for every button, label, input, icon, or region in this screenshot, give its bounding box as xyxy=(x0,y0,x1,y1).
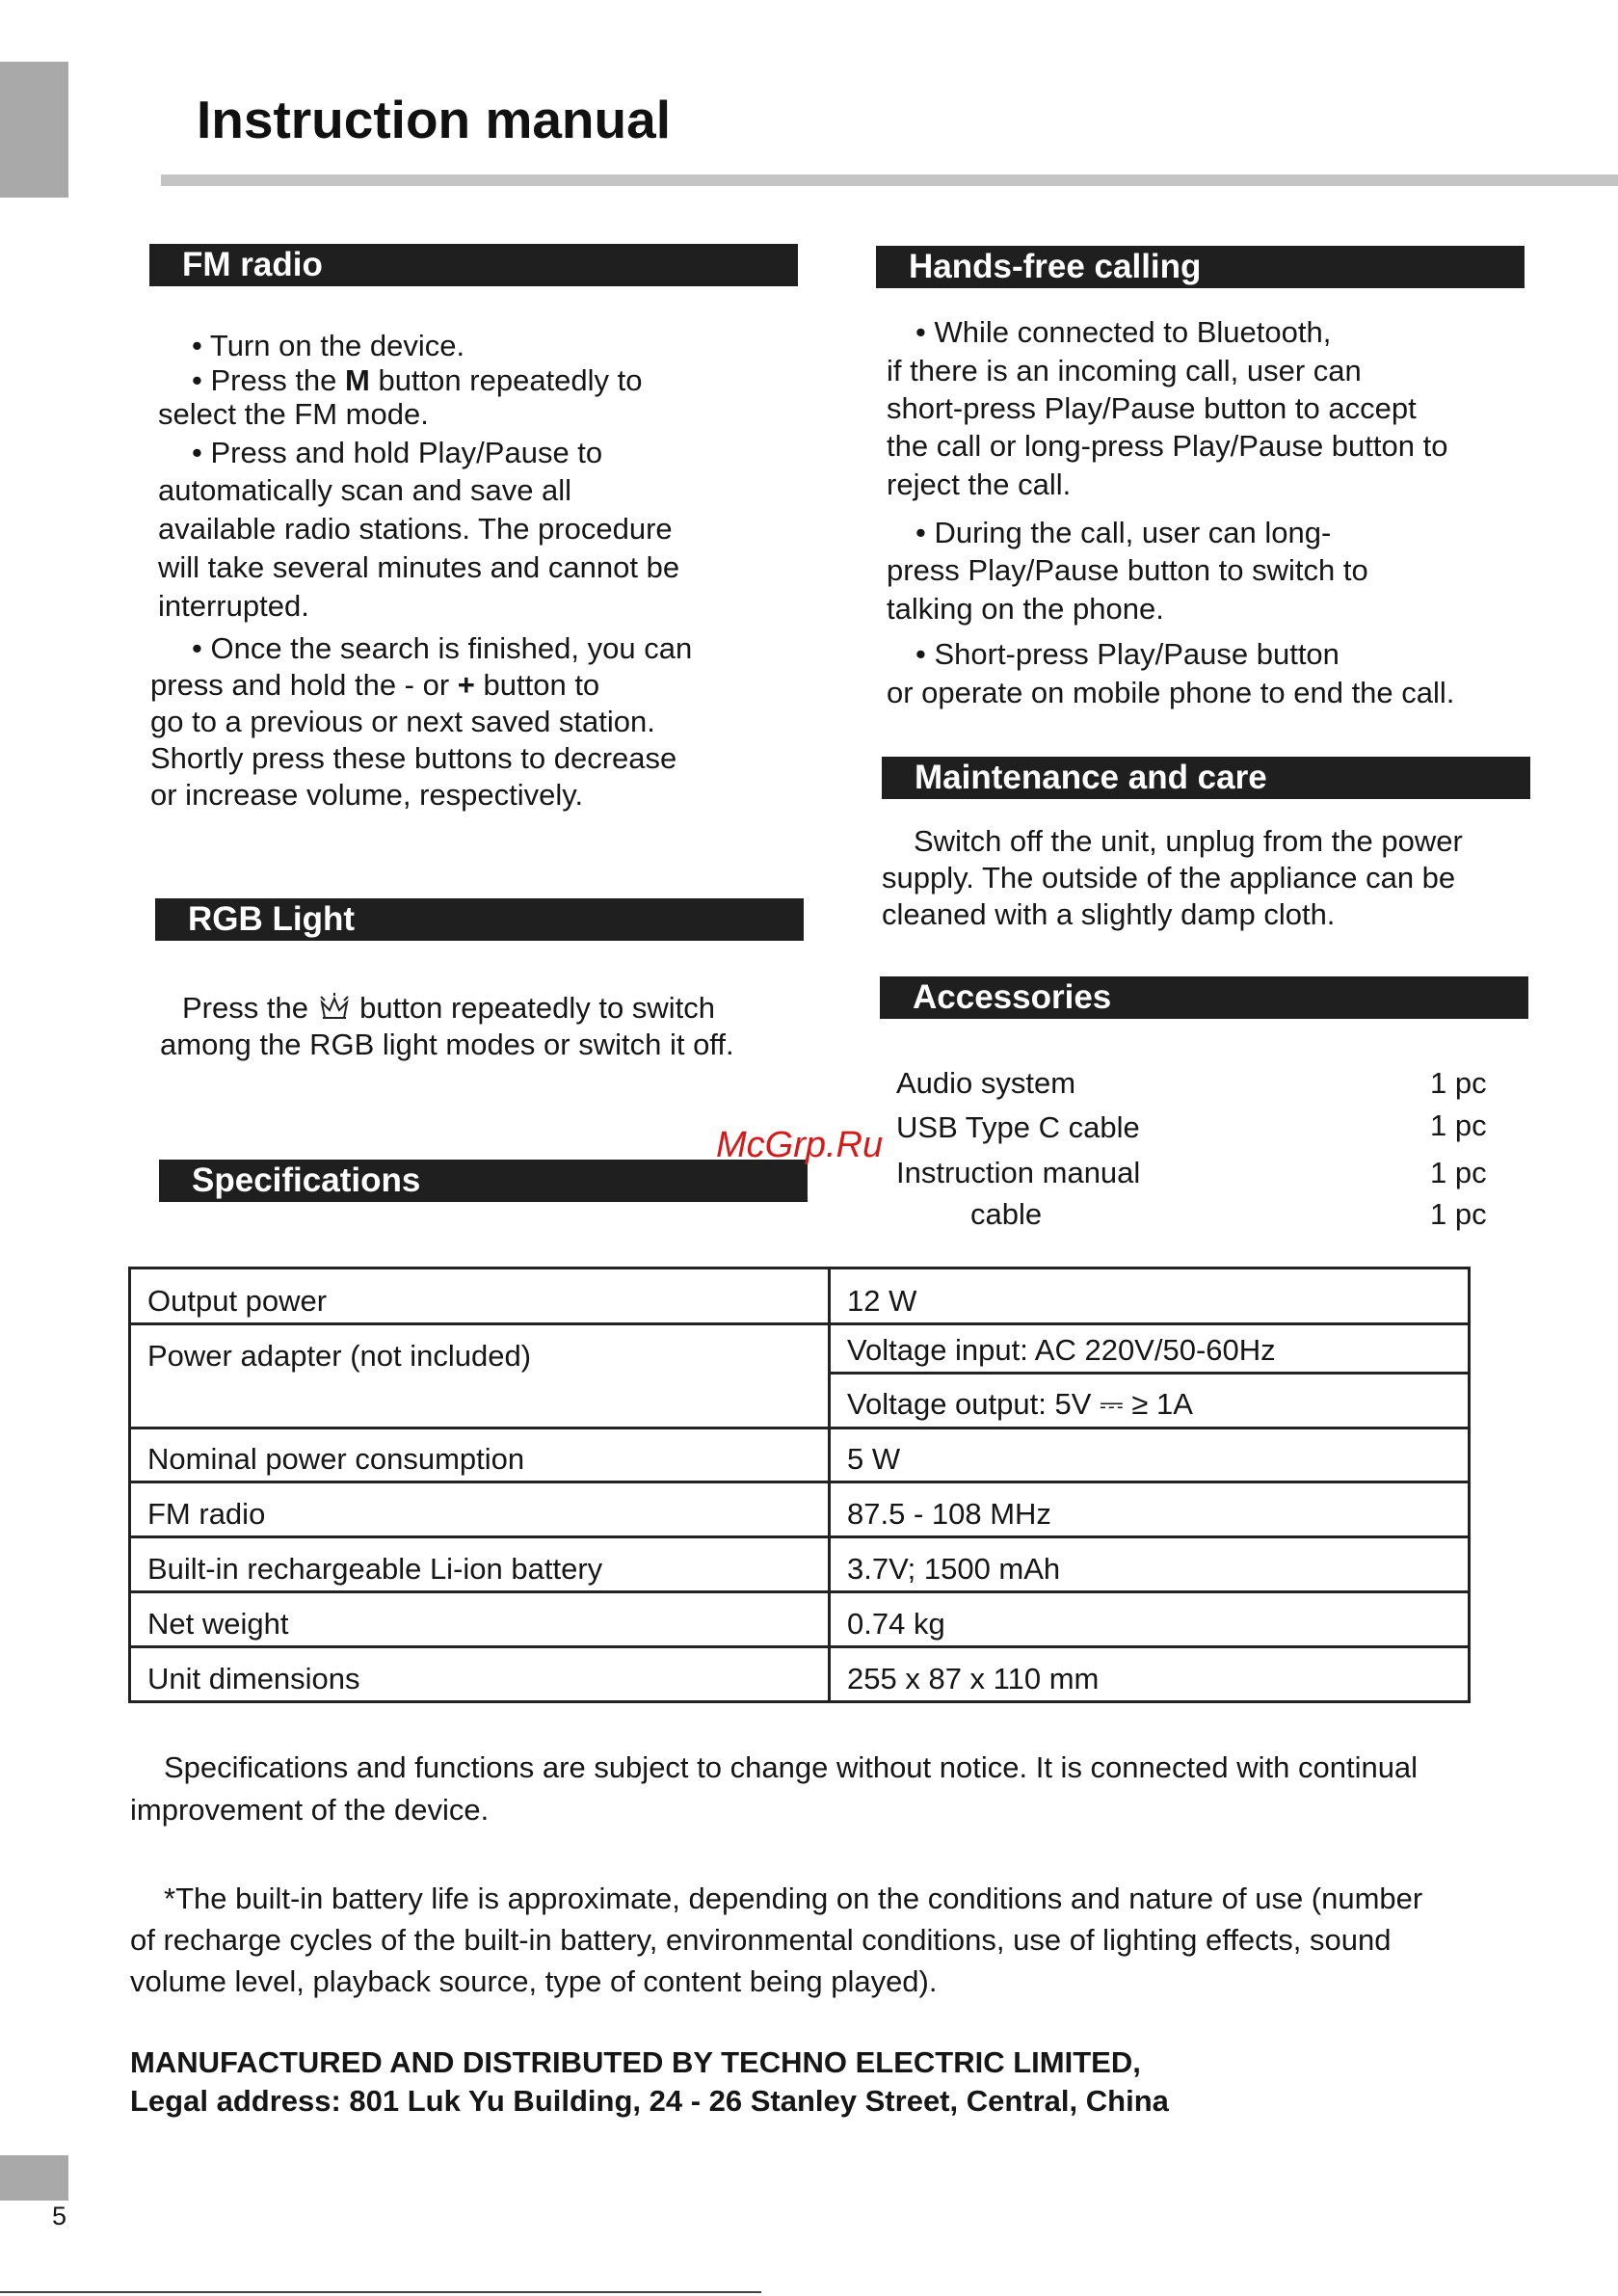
page-number: 5 xyxy=(52,2202,67,2230)
spec-value: 12 W xyxy=(830,1268,1470,1324)
page-edge-tab-bottom xyxy=(0,2155,68,2201)
table-row xyxy=(130,1268,1470,1324)
spec-label: FM radio xyxy=(130,1482,830,1537)
hf-line: reject the call. xyxy=(887,467,1072,501)
fm-radio-heading: FM radio xyxy=(149,244,798,286)
page-edge-tab-top xyxy=(0,62,68,198)
specifications-table xyxy=(128,1267,1471,1703)
spec-value: Voltage output: 5V ⎓ ≥ 1A xyxy=(830,1374,1470,1428)
fm-line: • Turn on the device. xyxy=(192,329,465,362)
fm-line-part: press and hold the - or xyxy=(150,668,458,702)
specifications-heading: Specifications xyxy=(159,1160,808,1202)
hf-line: short-press Play/Pause button to accept xyxy=(887,391,1417,425)
fm-line: go to a previous or next saved station. xyxy=(150,705,655,738)
table-row xyxy=(130,1592,1470,1647)
accessory-name: Instruction manual xyxy=(896,1156,1141,1189)
note-line: *The built-in battery life is approximate, depending on the conditions and nature of use (number xyxy=(164,1882,1423,1915)
spec-label: Output power xyxy=(130,1268,830,1324)
fm-line: available radio stations. The procedure xyxy=(158,512,673,546)
m-button-label: M xyxy=(345,363,370,397)
fm-line: • Press and hold Play/Pause to xyxy=(192,436,603,469)
accessory-qty: 1 pc xyxy=(1430,1066,1487,1100)
fm-line: automatically scan and save all xyxy=(158,473,572,507)
spec-value: 5 W xyxy=(830,1428,1470,1482)
spec-value: 255 x 87 x 110 mm xyxy=(830,1647,1470,1702)
table-row xyxy=(130,1428,1470,1482)
watermark: McGrp.Ru xyxy=(716,1125,884,1165)
fm-line: interrupted. xyxy=(158,589,309,623)
note-line: volume level, playback source, type of content being played). xyxy=(130,1964,938,1998)
fm-line: • Once the search is finished, you can xyxy=(192,631,693,665)
fm-line: will take several minutes and cannot be xyxy=(158,550,680,584)
bottom-rule xyxy=(0,2291,761,2293)
hands-free-heading: Hands-free calling xyxy=(876,246,1525,288)
light-icon xyxy=(317,993,352,1030)
rgb-line-part: button repeatedly to switch xyxy=(351,991,715,1025)
table-row xyxy=(130,1324,1470,1374)
rgb-line-part: Press the xyxy=(182,991,317,1025)
spec-value: 3.7V; 1500 mAh xyxy=(830,1537,1470,1592)
accessories-heading: Accessories xyxy=(880,976,1528,1019)
accessory-name: cable xyxy=(970,1197,1043,1231)
accessory-name: USB Type C cable xyxy=(896,1110,1140,1144)
hf-line: or operate on mobile phone to end the call. xyxy=(887,676,1455,709)
hf-line: if there is an incoming call, user can xyxy=(887,354,1362,387)
table-row xyxy=(130,1537,1470,1592)
page-title: Instruction manual xyxy=(197,90,671,149)
note-line: Specifications and functions are subject to change without notice. It is connected with continual xyxy=(164,1750,1419,1784)
spec-value: Voltage input: AC 220V/50-60Hz xyxy=(830,1324,1470,1374)
rgb-light-heading: RGB Light xyxy=(155,898,804,941)
title-rule xyxy=(161,174,1618,186)
fm-line-part: button to xyxy=(474,668,600,702)
hf-line: talking on the phone. xyxy=(887,592,1164,626)
plus-button-label: + xyxy=(457,668,475,702)
fm-line: select the FM mode. xyxy=(158,397,429,431)
accessory-qty: 1 pc xyxy=(1430,1197,1487,1231)
hf-line: press Play/Pause button to switch to xyxy=(887,553,1368,587)
maintenance-line: Switch off the unit, unplug from the power xyxy=(914,824,1463,858)
fm-line-part: • Press the xyxy=(192,363,346,397)
fm-line xyxy=(150,667,599,704)
spec-label: Net weight xyxy=(130,1592,830,1647)
accessory-name: Audio system xyxy=(896,1066,1076,1100)
spec-value: 87.5 - 108 MHz xyxy=(830,1482,1470,1537)
fm-line xyxy=(192,362,643,399)
hf-line: • During the call, user can long- xyxy=(915,516,1332,549)
spec-label: Built-in rechargeable Li-ion battery xyxy=(130,1537,830,1592)
maintenance-heading: Maintenance and care xyxy=(882,757,1530,799)
maintenance-line: cleaned with a slightly damp cloth. xyxy=(882,897,1336,931)
accessory-qty: 1 pc xyxy=(1430,1108,1487,1142)
spec-label: Unit dimensions xyxy=(130,1647,830,1702)
hf-line: • While connected to Bluetooth, xyxy=(915,315,1332,349)
accessory-qty: 1 pc xyxy=(1430,1156,1487,1189)
spec-label: Nominal power consumption xyxy=(130,1428,830,1482)
spec-label: Power adapter (not included) xyxy=(130,1324,830,1428)
table-row xyxy=(130,1647,1470,1702)
spec-value: 0.74 kg xyxy=(830,1592,1470,1647)
fm-line: Shortly press these buttons to decrease xyxy=(150,741,677,775)
table-row xyxy=(130,1482,1470,1537)
hf-line: • Short-press Play/Pause button xyxy=(915,637,1339,671)
legal-address-line: Legal address: 801 Luk Yu Building, 24 - 26 Stanley Street, Central, China xyxy=(130,2084,1169,2118)
maintenance-line: supply. The outside of the appliance can be xyxy=(882,861,1456,894)
fm-line: or increase volume, respectively. xyxy=(150,778,584,812)
manufacturer-line: MANUFACTURED AND DISTRIBUTED BY TECHNO ELECTRIC LIMITED, xyxy=(130,2045,1141,2079)
note-line: of recharge cycles of the built-in battery, environmental conditions, use of lighting effects, sound xyxy=(130,1923,1392,1957)
note-line: improvement of the device. xyxy=(130,1793,490,1827)
rgb-line: among the RGB light modes or switch it off. xyxy=(160,1028,734,1061)
hf-line: the call or long-press Play/Pause button to xyxy=(887,429,1448,463)
rgb-line xyxy=(182,990,715,1030)
manufacturer-info xyxy=(130,2043,1169,2121)
fm-line-part: button repeatedly to xyxy=(369,363,643,397)
